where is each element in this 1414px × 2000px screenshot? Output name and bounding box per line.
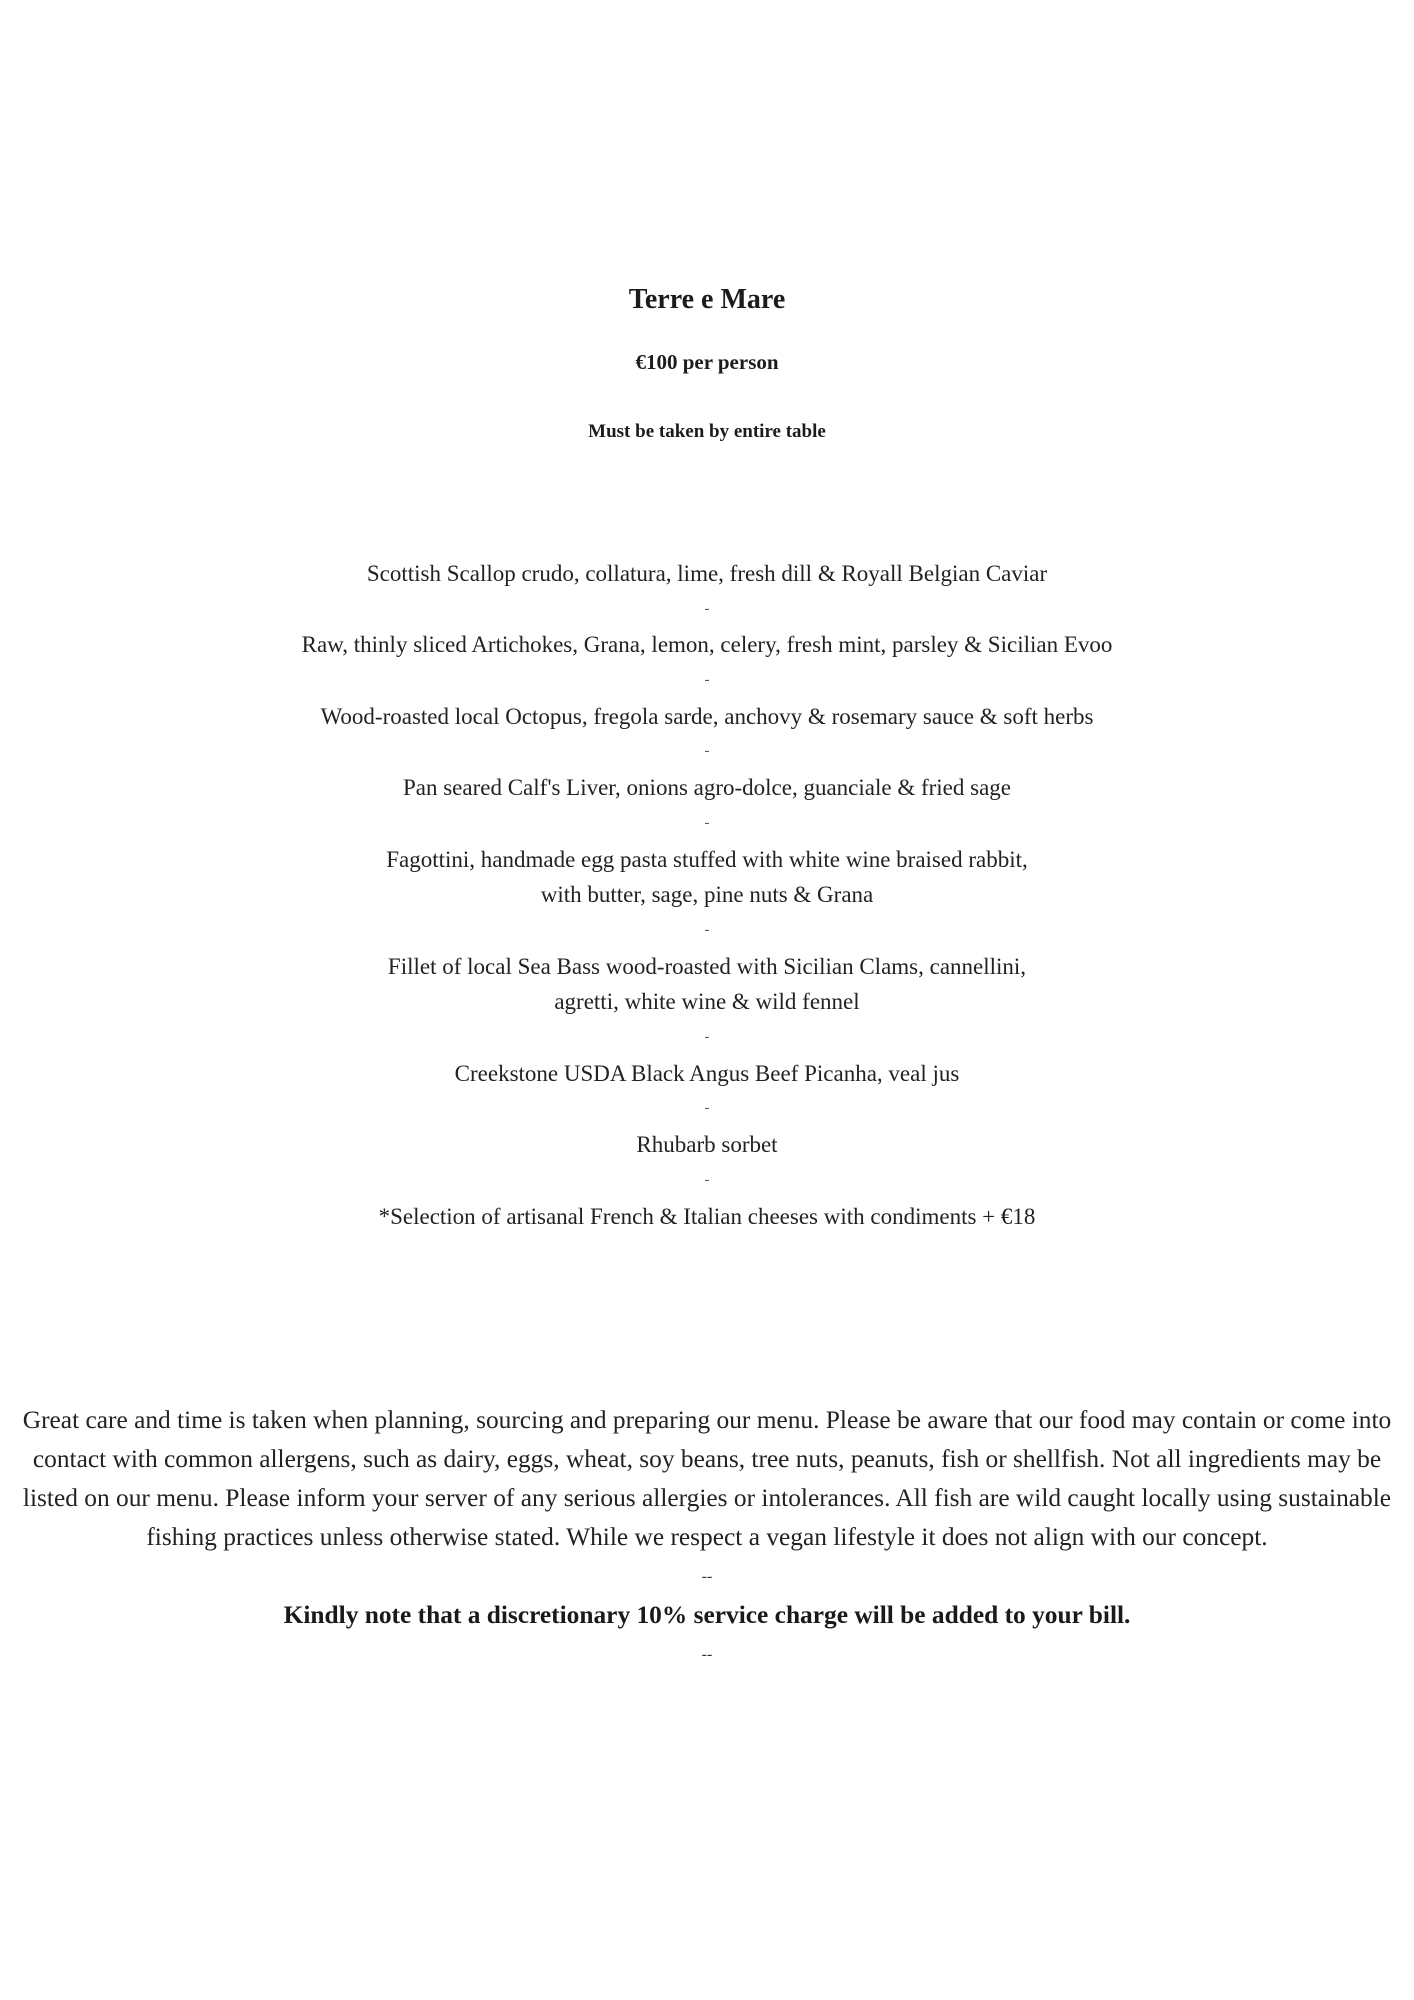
footer-divider: -- — [701, 1568, 713, 1585]
course-item: Rhubarb sorbet — [636, 1132, 778, 1158]
course-item-cheese-supplement: *Selection of artisanal French & Italian cheeses with condiments + €18 — [378, 1203, 1036, 1229]
course-item: Pan seared Calf's Liver, onions agro-dolce, guanciale & fried sage — [402, 775, 1012, 801]
course-item-continued: with butter, sage, pine nuts & Grana — [540, 882, 874, 908]
course-list — [0, 556, 1414, 1234]
menu-price: €100 per person — [635, 350, 779, 374]
allergen-notice: Great care and time is taken when planning, sourcing and preparing our menu. Please be aware that our food may contain or come into contact with common allergens, such as dairy, eggs, wheat, soy beans, tree nuts, peanuts, fish or shellfish. Not all ingredients may be listed on our menu. Please inform your server of any serious allergies or intolerances. All fish are wild caught locally using sustainable fishing practices unless otherwise stated. While we respect a vegan lifestyle it does not align with our concept. — [22, 1406, 1392, 1551]
menu-title: Terre e Mare — [628, 284, 786, 315]
course-separator: - — [704, 743, 710, 760]
course-separator: - — [704, 1171, 710, 1188]
footer-notice — [14, 1401, 1400, 1674]
course-item: Fillet of local Sea Bass wood-roasted with Sicilian Clams, cannellini, — [387, 953, 1027, 979]
course-separator: - — [704, 1100, 710, 1117]
course-separator: - — [704, 1029, 710, 1046]
service-charge-note: Kindly note that a discretionary 10% service charge will be added to your bill. — [283, 1601, 1131, 1629]
course-item: Wood-roasted local Octopus, fregola sarde, anchovy & rosemary sauce & soft herbs — [320, 703, 1094, 729]
course-item: Fagottini, handmade egg pasta stuffed with white wine braised rabbit, — [386, 846, 1028, 872]
course-separator: - — [704, 921, 710, 938]
course-item-continued: agretti, white wine & wild fennel — [554, 989, 860, 1015]
course-separator: - — [704, 672, 710, 689]
course-item: Scottish Scallop crudo, collatura, lime, fresh dill & Royall Belgian Caviar — [366, 561, 1048, 586]
course-item: Creekstone USDA Black Angus Beef Picanha, veal jus — [454, 1060, 960, 1086]
menu-note: Must be taken by entire table — [588, 421, 826, 442]
course-item: Raw, thinly sliced Artichokes, Grana, lemon, celery, fresh mint, parsley & Sicilian Evoo — [301, 632, 1113, 658]
course-separator: - — [704, 600, 710, 617]
course-separator: - — [704, 814, 710, 831]
footer-divider: -- — [701, 1646, 713, 1663]
